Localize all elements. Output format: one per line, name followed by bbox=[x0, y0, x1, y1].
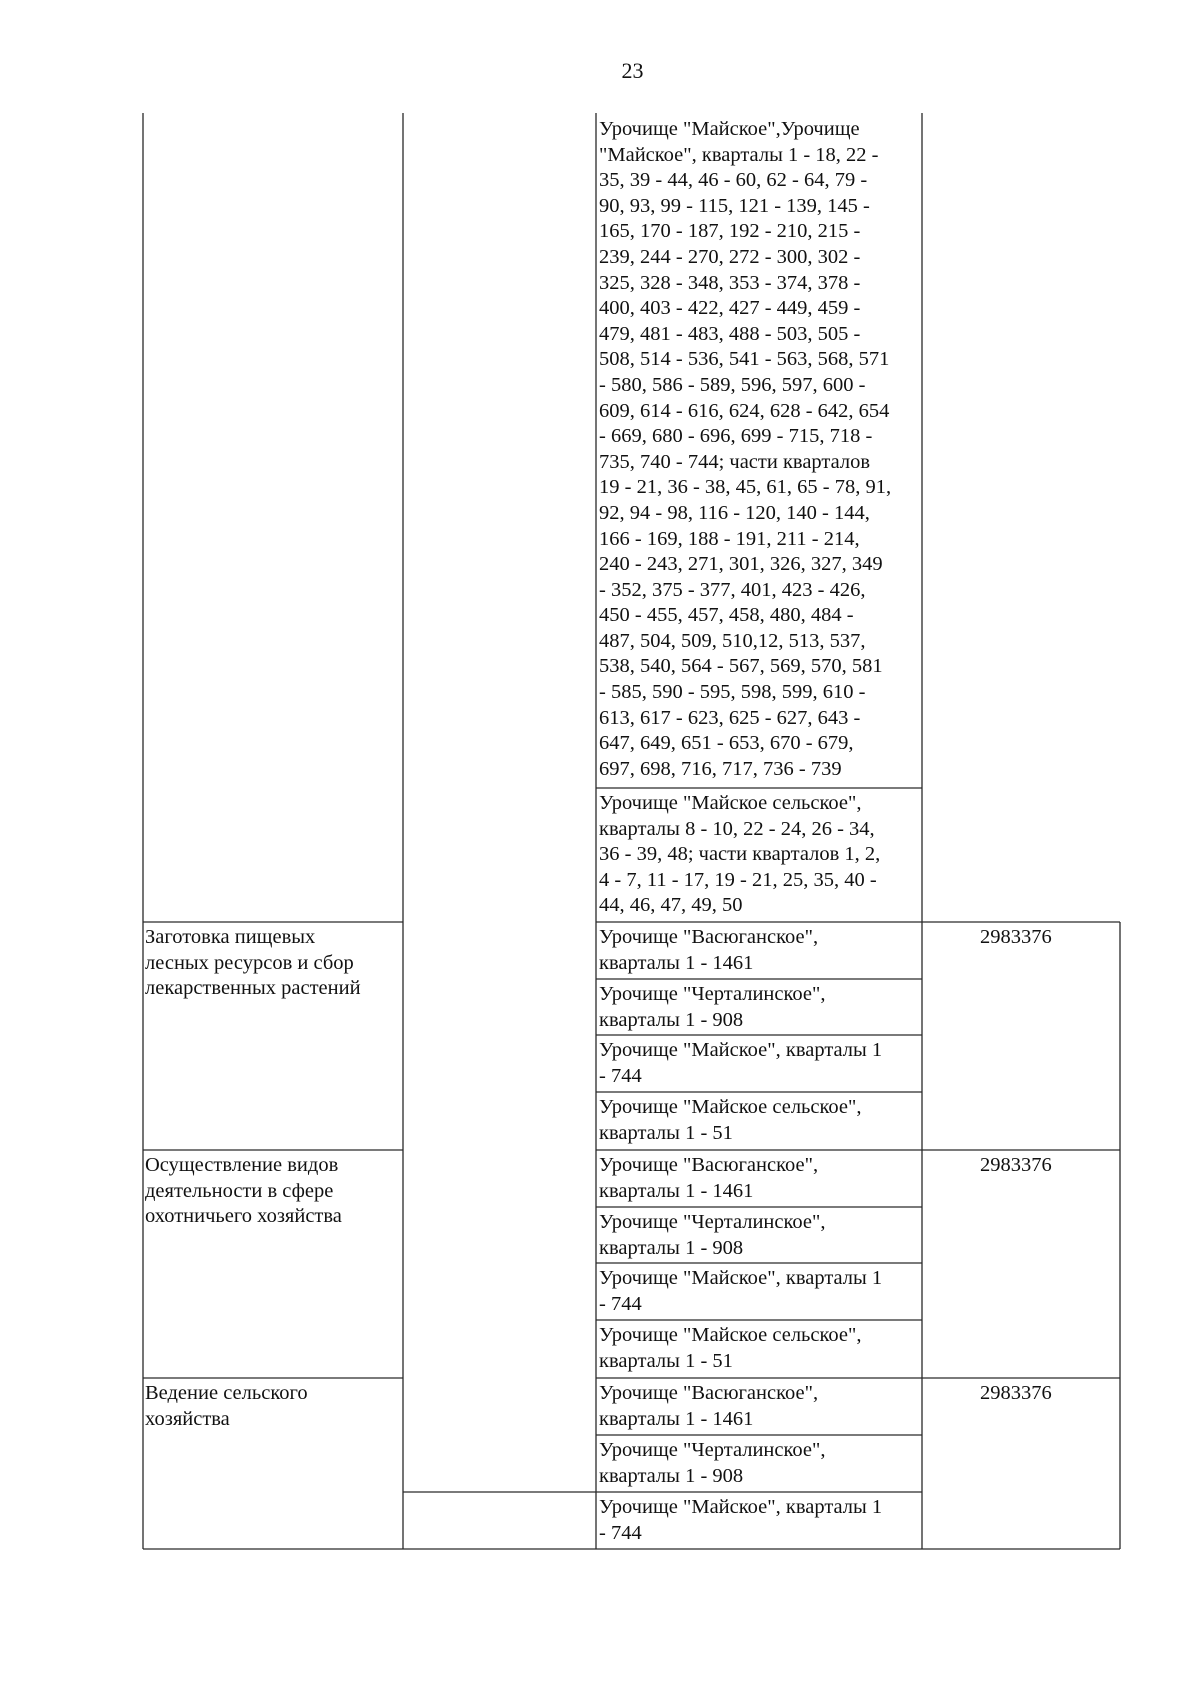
activity-cell: Ведение сельского хозяйства bbox=[145, 1382, 308, 1430]
location-cell: Урочище "Майское сельское", кварталы 8 - 10, 22 - 24, 26 - 34, 36 - 39, 48; части кварталов 1, 2, 4 - 7, 11 - 17, 19 - 21, 25, 35, 40 - 44, 46, 47, 49, 50 bbox=[599, 792, 881, 917]
location-cell: Урочище "Васюганское", кварталы 1 - 1461 bbox=[599, 1382, 819, 1430]
location-cell: Урочище "Черталинское", кварталы 1 - 908 bbox=[599, 983, 826, 1031]
location-cell: Урочище "Васюганское", кварталы 1 - 1461 bbox=[599, 926, 819, 974]
area-cell: 2983376 bbox=[980, 1382, 1052, 1404]
activity-cell: Заготовка пищевых лесных ресурсов и сбор лекарственных растений bbox=[145, 926, 361, 1000]
location-cell: Урочище "Майское сельское", кварталы 1 - 51 bbox=[599, 1096, 862, 1144]
location-cell: Урочище "Майское сельское", кварталы 1 - 51 bbox=[599, 1324, 862, 1372]
location-cell: Урочище "Черталинское", кварталы 1 - 908 bbox=[599, 1211, 826, 1259]
location-cell: Урочище "Майское",Урочище "Майское", кварталы 1 - 18, 22 - 35, 39 - 44, 46 - 60, 62 - 64, 79 - 90, 93, 99 - 115, 121 - 139, 145 - 165, 170 - 187, 192 - 210, 215 - 239, 244 - 270, 272 - 300, 302 - 325, 328 - 348, 353 - 374, 378 - 400, 403 - 422, 427 - 449, 459 - 479, 481 - 483, 488 - 503, 505 - 508, 514 - 536, 541 - 563, 568, 571 - 580, 586 - 589, 596, 597, 600 - 609, 614 - 616, 624, 628 - 642, 654 - 669, 680 - 696, 699 - 715, 718 - 735, 740 - 744; части кварталов 19 - 21, 36 - 38, 45, 61, 65 - 78, 91, 92, 94 - 98, 116 - 120, 140 - 144, 166 - 169, 188 - 191, 211 - 214, 240 - 243, 271, 301, 326, 327, 349 - 352, 375 - 377, 401, 423 - 426, 450 - 455, 457, 458, 480, 484 - 487, 504, 509, 510,12, 513, 537, 538, 540, 564 - 567, 569, 570, 581 - 585, 590 - 595, 598, 599, 610 - 613, 617 - 623, 625 - 627, 643 - 647, 649, 651 - 653, 670 - 679, 697, 698, 716, 717, 736 - 739 bbox=[599, 118, 892, 780]
location-cell: Урочище "Васюганское", кварталы 1 - 1461 bbox=[599, 1154, 819, 1202]
location-cell: Урочище "Майское", кварталы 1 - 744 bbox=[599, 1267, 883, 1315]
location-cell: Урочище "Майское", кварталы 1 - 744 bbox=[599, 1496, 883, 1544]
location-cell: Урочище "Майское", кварталы 1 - 744 bbox=[599, 1039, 883, 1087]
activity-cell: Осуществление видов деятельности в сфере охотничьего хозяйства bbox=[145, 1154, 342, 1228]
area-cell: 2983376 bbox=[980, 926, 1052, 948]
page-number: 23 bbox=[621, 58, 644, 83]
location-cell: Урочище "Черталинское", кварталы 1 - 908 bbox=[599, 1439, 826, 1487]
area-cell: 2983376 bbox=[980, 1154, 1052, 1176]
